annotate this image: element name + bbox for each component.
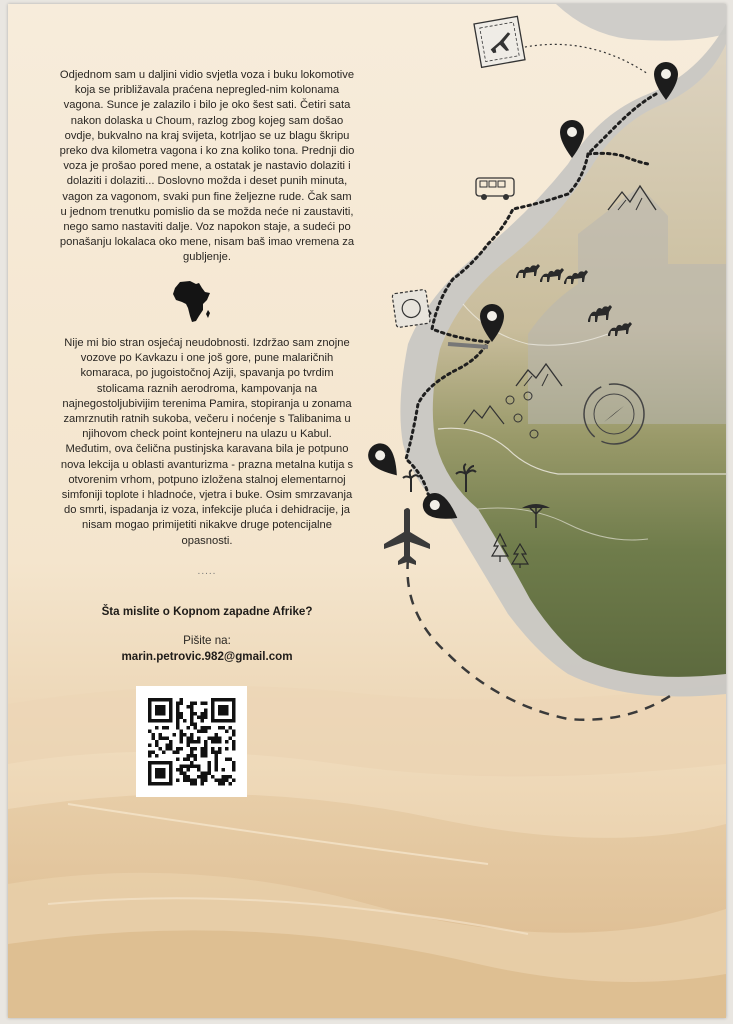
separator-dots: ..... — [197, 566, 217, 577]
africa-silhouette-icon — [172, 280, 212, 324]
contact-email[interactable]: marin.petrovic.982@gmail.com — [121, 650, 293, 663]
airmail-stamp-icon — [392, 289, 430, 327]
qr-code-pattern — [136, 686, 247, 797]
article-paragraph-1: Odjednom sam u daljini vidio svjetla voza i buku lokomotive koja se približavala praćena nepregled-nim kolonama vagona. Sunce je zalazilo i bilo je oko šest sati. Četiri sata nakon dolaska u Choum, razlog zbog kojeg sam došao ovdje, bukvalno na kraj svijeta, kotrljao se uz blagu škripu preko dva kilometra vagona i ko zna koliko tona. Prednji dio voza je prošao pored mene, a ostatak je nastavio dolaziti i dolaziti i dolaziti... Doslovno možda i deset punih minuta, vagon za vagonom, svaki pun fine željezne rude. Čak sam u jednom trenutku pomislio da se možda neće ni zaustaviti, nego samo nastaviti dalje. Voz napokon staje, a sudeći po ponašanju lokalaca oko mene, nisam baš imao vremena za gubljenje. — [59, 69, 355, 264]
qr-code[interactable] — [136, 686, 247, 797]
book-page — [8, 4, 726, 1018]
reader-question: Šta mislite o Kopnom zapadne Afrike? — [101, 605, 313, 618]
airplane-icon — [384, 508, 430, 565]
write-to-label: Pišite na: — [183, 634, 231, 647]
article-paragraph-2: Nije mi bio stran osjećaj neudobnosti. Izdržao sam znojne vozove po Kavkazu i one još gore, pune malaričnih komaraca, po jugoistočnoj Aziji, spavanja po tvrdim stolicama raznih aerodroma, kampovanja na najnegostoljubivijim terenima Pamira, stopiranja u zonama zamrznutih ratnih sukoba, večeru i noćenje s Talibanima u njihovom check point kontejneru na ulazu u Kabul. Međutim, ova čelična pustinjska karavana bila je potpuno nova lekcija u oblasti avanturizma - prazna metalna kutija s otvorenim vrhom, potpuno izložena stalnoj elementarnoj simfoniji toplote i hladnoće, vjetra i buke. Osim smrzavanja do smrti, ispadanja iz voza, infekcije pluća i dehidracije, ja nisam mogao primijetiti nikakve druge potencijalne opasnosti. — [60, 337, 354, 547]
map-pin-icon — [363, 438, 406, 483]
map-corner — [556, 4, 726, 41]
bus-icon — [476, 178, 514, 200]
airmail-stamp-icon — [474, 16, 525, 67]
